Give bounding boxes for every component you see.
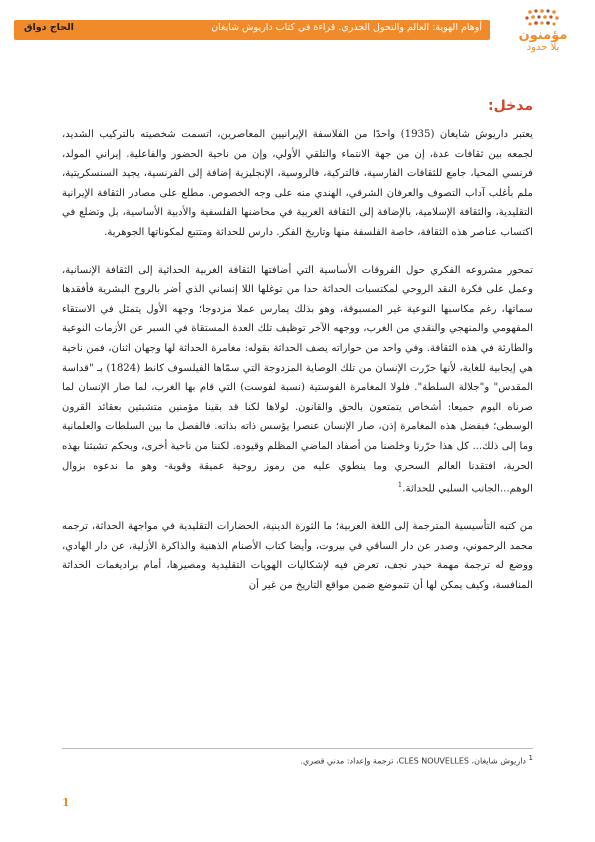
footnote-reference[interactable]: 1: [397, 481, 403, 490]
header-bar: [14, 20, 490, 40]
footnote: [62, 754, 533, 766]
page-number: 1: [62, 796, 70, 809]
paragraph: [62, 261, 533, 500]
header-title: أوهام الهوية: العالم والتحول الجذري. قراءة في كتاب داريوش شايغان: [211, 22, 482, 33]
paragraph-text: تمحور مشروعه الفكري حول الفروقات الأساسية التي أضافتها الثقافة الغربية الحداثية إلى الثقافة الإنسانية، وعمل على فكرة النقد الروحي لمكتسبات الحداثة حدا من توغلها اللا إنساني الذي أضر بالروح البشرية فأفقدها سماتها، رغم مكاسبها النوعية غير المسبوقة، وهو بذلك يمارس عملا مزدوجا؛ وجهه الأول يتمثل في الاستقاء المفهومي والمنهجي والنقدي من الغرب، ووجهه الآخر توظيف تلك العدة المستقاة في السبر عن الأزمات النوعية والطارئة في هذه الثقافة. وفي واحد من حواراته يصف الحداثة بقوله: مغامرة الحداثة لها وجهان اثنان، فمن ناحية هي إيجابية للغاية، لأنها حرّرت الإنسان من تلك الوصاية المزدوجة التي سمّاها الفيلسوف كانط (1824) بـ "قداسة المقدس" و"جلالة السلطة". فلولا المغامرة الفوستية (نسبة لفوست) التي قام بها الغرب، لما صار الإنسان لما صرناه اليوم جميعا: أشخاص يتمتعون بالحق والقانون. لولاها لكنا قد بقينا مؤمنين متشبثين بعقائد القرون الوسطى؛ فبفضل هذه المغامرة إذن، صار الإنسان عنصرا يؤسس ذاته بذاته. فالفصل ما بين السلطات والعلمانية وما إلى ذلك... كل هذا حرّرنا وخلصنا من أصفاد الماضي المظلم وقيوده. لكننا من ناحية أخرى، وبحكم تشبثنا بهذه الحرية، افتقدنا العالم السحري وما ينطوي عليه من رموز روحية عميقة وقوية- وهو ما ندعوه بزوال الوهم...الجانب السلبي للحداثة.: [62, 264, 534, 495]
page-header: [0, 0, 595, 62]
header-author: الحاج دواق: [24, 22, 74, 33]
logo-dots-icon: [500, 8, 586, 30]
logo-text-secondary: بلا حدود: [526, 42, 560, 53]
section-title: مدخل:: [488, 98, 533, 114]
footnote-divider: [62, 748, 533, 749]
footnote-number: 1: [528, 754, 533, 762]
body-text: [62, 125, 533, 613]
publisher-logo: [500, 8, 586, 58]
paragraph: من كتبه التأسيسية المترجمة إلى اللغة العربية؛ ما الثورة الدينية، الحضارات التقليدية في مواجهة الحداثة، ترجمه محمد الرحموني، وصدر عن دار الساقي في بيروت، وأيضا كتاب الأصنام الذهنية والذاكرة الأزلية، عن دار الهادي، ووضع له ترجمة مهمة حيدر نجف، تعرض فيه لإشكاليات الهويات التقليدية ومصيرها، أمام براديغمات الحداثة المنافسة، وكيف يمكن لها أن تتموضع ضمن مواقع التاريخ من غير أن: [62, 521, 533, 591]
paragraph: يعتبر داريوش شايغان (1935) واحدًا من الفلاسفة الإيرانيين المعاصرين، اتسمت شخصيته بالتركيب الشديد، لجمعه بين ثقافات عدة، إن من جهة الانتماء والتلقي الأولي، وإن من ناحية الحضور والفاعلية. إيراني المولد، فرنسي المحيا، جامع للثقافات الفارسية، فالتركية، فالروسية، الإنجليزية إضافة إلى الفرنسية، يجيد السنسكريتية، ملم بأغلب آداب التصوف والعرفان الشرقي، الهندي منه على وجه الخصوص. مطلع على مصادر الثقافة الإيرانية التقليدية، والثقافة الإسلامية، بالإضافة إلى الثقافة الغربية في محاضنها الفلسفية والأدبية الأساسية، بل وتضلع في اكتساب عناصر هذه الثقافة، خاصة الفلسفة منها وتاريخ الفكر. دارس للحداثة ومتتبع لمكوناتها الجوهرية.: [62, 129, 533, 238]
logo-text-primary: مؤمنون: [518, 28, 568, 43]
footnote-text: داريوش شايغان، CLES NOUVELLES، ترجمة وإعداد: مدني قصري.: [300, 756, 526, 766]
